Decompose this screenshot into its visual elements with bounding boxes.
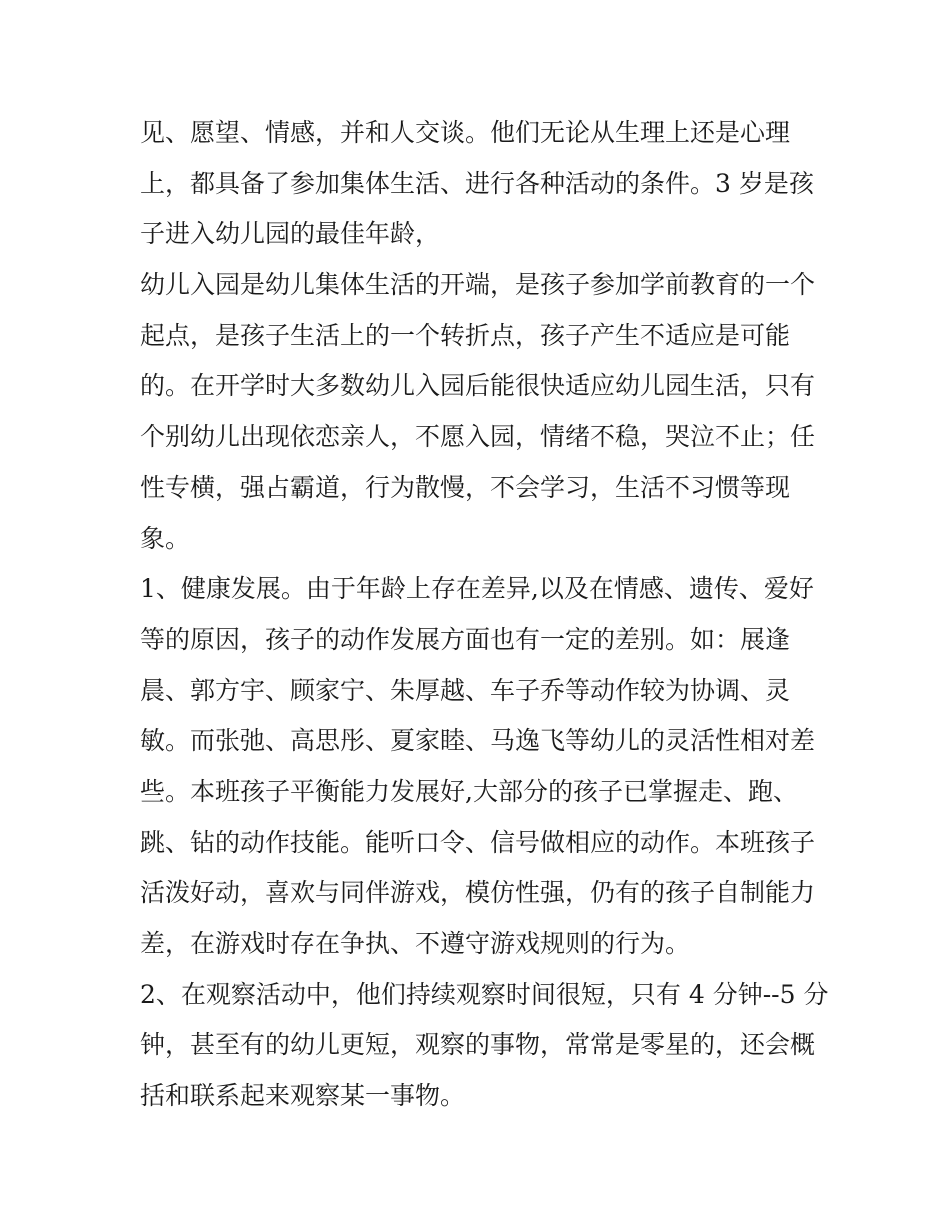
paragraph-health-development (140, 564, 820, 970)
text-line: 1、健康发展。由于年龄上存在差异,以及在情感、遗传、爱好 (140, 574, 814, 604)
text-line: 个别幼儿出现依恋亲人，不愿入园，情绪不稳，哭泣不止；任 (140, 422, 816, 452)
text-line: 跳、钻的动作技能。能听口令、信号做相应的动作。本班孩子 (140, 827, 816, 857)
text-line: 括和联系起来观察某一事物。 (140, 1081, 466, 1111)
text-line: 些。本班孩子平衡能力发展好,大部分的孩子已掌握走、跑、 (140, 776, 798, 806)
text-line: 性专横，强占霸道，行为散慢，不会学习，生活不习惯等现 (140, 472, 791, 502)
text-line: 起点，是孩子生活上的一个转折点，孩子产生不适应是可能 (140, 320, 791, 350)
paragraph-observation (140, 970, 829, 1122)
text-line: 象。 (140, 523, 191, 553)
text-line: 差，在游戏时存在争执、不遵守游戏规则的行为。 (140, 929, 691, 958)
text-line: 2、在观察活动中，他们持续观察时间很短，只有 4 分钟--5 分 (140, 979, 829, 1009)
text-line: 上，都具备了参加集体生活、进行各种活动的条件。3 岁是孩 (140, 168, 814, 198)
text-line: 幼儿入园是幼儿集体生活的开端，是孩子参加学前教育的一个 (140, 270, 816, 300)
text-line: 敏。而张弛、高思彤、夏家睦、马逸飞等幼儿的灵活性相对差 (140, 726, 816, 756)
paragraph-intro-continuation (140, 108, 820, 260)
text-line: 晨、郭方宇、顾家宁、朱厚越、车子乔等动作较为协调、灵 (140, 675, 791, 705)
text-line: 见、愿望、情感，并和人交谈。他们无论从生理上还是心理 (140, 118, 791, 147)
text-line: 的。在开学时大多数幼儿入园后能很快适应幼儿园生活，只有 (140, 371, 816, 401)
text-line: 等的原因，孩子的动作发展方面也有一定的差别。如：展逢 (140, 624, 791, 654)
text-line: 活泼好动，喜欢与同伴游戏，模仿性强，仍有的孩子自制能力 (140, 878, 816, 908)
text-line: 钟，甚至有的幼儿更短，观察的事物，常常是零星的，还会概 (140, 1030, 816, 1060)
document-body (140, 108, 829, 1122)
text-line: 子进入幼儿园的最佳年龄， (140, 219, 441, 249)
paragraph-enrollment (140, 260, 820, 564)
